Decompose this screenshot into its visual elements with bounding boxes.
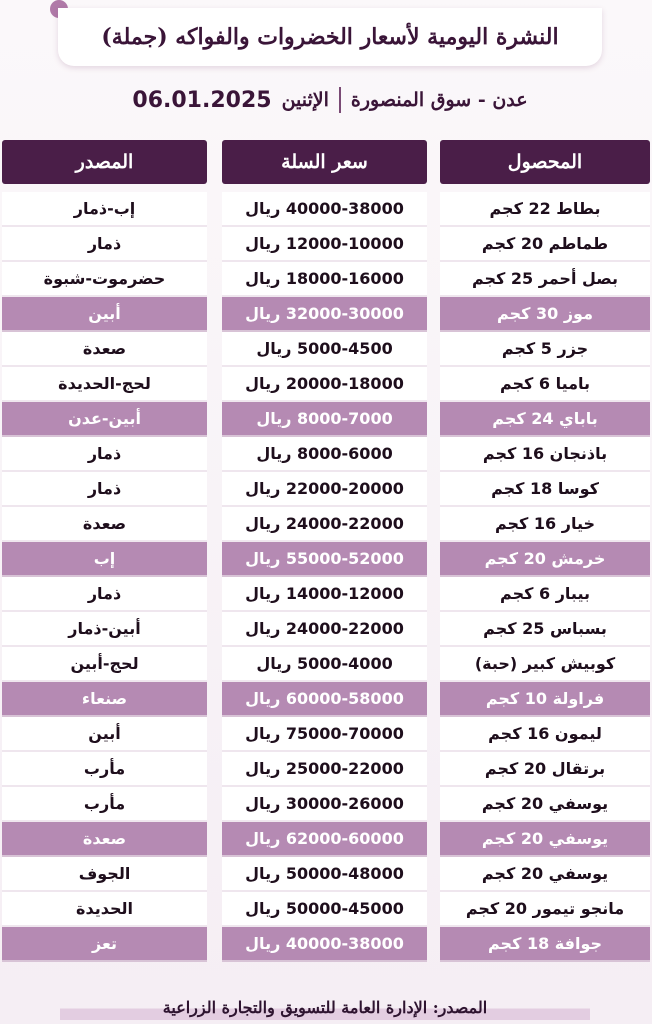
table-row [0,227,652,262]
price-cell: 18000-16000 ريال [222,262,427,297]
product-cell: كوبيش كبير (حبة) [440,647,650,682]
table-row [0,682,652,717]
source-cell: صعدة [2,332,207,367]
product-cell: برتقال 20 كجم [440,752,650,787]
table-row [0,857,652,892]
price-cell: 24000-22000 ريال [222,507,427,542]
table-row [0,297,652,332]
bulletin-date: 06.01.2025 [132,87,272,113]
source-cell: صعدة [2,507,207,542]
product-cell: طماطم 20 كجم [440,227,650,262]
product-cell: مانجو تيمور 20 كجم [440,892,650,927]
source-cell: أبين [2,297,207,332]
price-cell: 40000-38000 ريال [222,192,427,227]
source-cell: أبين-عدن [2,402,207,437]
product-cell: بيبار 6 كجم [440,577,650,612]
price-cell: 60000-58000 ريال [222,682,427,717]
source-cell: تعز [2,927,207,962]
table-row [0,822,652,857]
product-cell: جوافة 18 كجم [440,927,650,962]
product-cell: موز 30 كجم [440,297,650,332]
source-cell: أبين [2,717,207,752]
source-cell: مأرب [2,752,207,787]
product-cell: بطاط 22 كجم [440,192,650,227]
price-cell: 8000-7000 ريال [222,402,427,437]
table-row [0,472,652,507]
product-cell: بسباس 25 كجم [440,612,650,647]
table-row [0,332,652,367]
price-cell: 24000-22000 ريال [222,612,427,647]
subtitle-bar [60,80,600,120]
bulletin-day: الإثنين [281,89,329,111]
price-cell: 55000-52000 ريال [222,542,427,577]
price-cell: 75000-70000 ريال [222,717,427,752]
source-cell: إب-ذمار [2,192,207,227]
price-cell: 25000-22000 ريال [222,752,427,787]
price-cell: 14000-12000 ريال [222,577,427,612]
price-cell: 12000-10000 ريال [222,227,427,262]
table-row [0,367,652,402]
table-row [0,752,652,787]
source-cell: إب [2,542,207,577]
header-source: المصدر [2,140,207,184]
product-cell: بصل أحمر 25 كجم [440,262,650,297]
source-cell: ذمار [2,437,207,472]
title-banner [58,8,602,66]
source-cell: صنعاء [2,682,207,717]
table-row [0,892,652,927]
price-cell: 30000-26000 ريال [222,787,427,822]
product-cell: خرمش 20 كجم [440,542,650,577]
header-product: المحصول [440,140,650,184]
price-cell: 50000-45000 ريال [222,892,427,927]
subtitle-divider [339,87,341,113]
price-cell: 32000-30000 ريال [222,297,427,332]
price-table [0,140,652,962]
table-row [0,717,652,752]
product-cell: يوسفي 20 كجم [440,787,650,822]
source-cell: حضرموت-شبوة [2,262,207,297]
price-cell: 20000-18000 ريال [222,367,427,402]
product-cell: فراولة 10 كجم [440,682,650,717]
price-cell: 62000-60000 ريال [222,822,427,857]
table-row [0,927,652,962]
price-cell: 50000-48000 ريال [222,857,427,892]
table-row [0,787,652,822]
table-header [0,140,652,184]
table-row [0,647,652,682]
price-cell: 22000-20000 ريال [222,472,427,507]
price-cell: 5000-4000 ريال [222,647,427,682]
table-row [0,402,652,437]
product-cell: خيار 16 كجم [440,507,650,542]
source-cell: مأرب [2,787,207,822]
table-row [0,437,652,472]
source-cell: الحديدة [2,892,207,927]
product-cell: يوسفي 20 كجم [440,822,650,857]
table-row [0,542,652,577]
page-title: النشرة اليومية لأسعار الخضروات والفواكه (جملة) [101,24,559,50]
table-row [0,577,652,612]
source-cell: الجوف [2,857,207,892]
product-cell: باميا 6 كجم [440,367,650,402]
table-row [0,192,652,227]
price-cell: 40000-38000 ريال [222,927,427,962]
table-row [0,507,652,542]
source-cell: أبين-ذمار [2,612,207,647]
source-cell: ذمار [2,227,207,262]
product-cell: جزر 5 كجم [440,332,650,367]
product-cell: ليمون 16 كجم [440,717,650,752]
source-cell: لحج-الحديدة [2,367,207,402]
source-cell: ذمار [2,577,207,612]
market-location: عدن - سوق المنصورة [350,89,528,111]
source-footer: المصدر: الإدارة العامة للتسويق والتجارة الزراعية [60,994,590,1020]
table-row [0,262,652,297]
product-cell: باذنجان 16 كجم [440,437,650,472]
product-cell: يوسفي 20 كجم [440,857,650,892]
table-row [0,612,652,647]
table-body [0,192,652,962]
header-price: سعر السلة [222,140,427,184]
price-cell: 8000-6000 ريال [222,437,427,472]
price-cell: 5000-4500 ريال [222,332,427,367]
source-cell: ذمار [2,472,207,507]
source-cell: صعدة [2,822,207,857]
source-cell: لحج-أبين [2,647,207,682]
product-cell: كوسا 18 كجم [440,472,650,507]
product-cell: باباي 24 كجم [440,402,650,437]
